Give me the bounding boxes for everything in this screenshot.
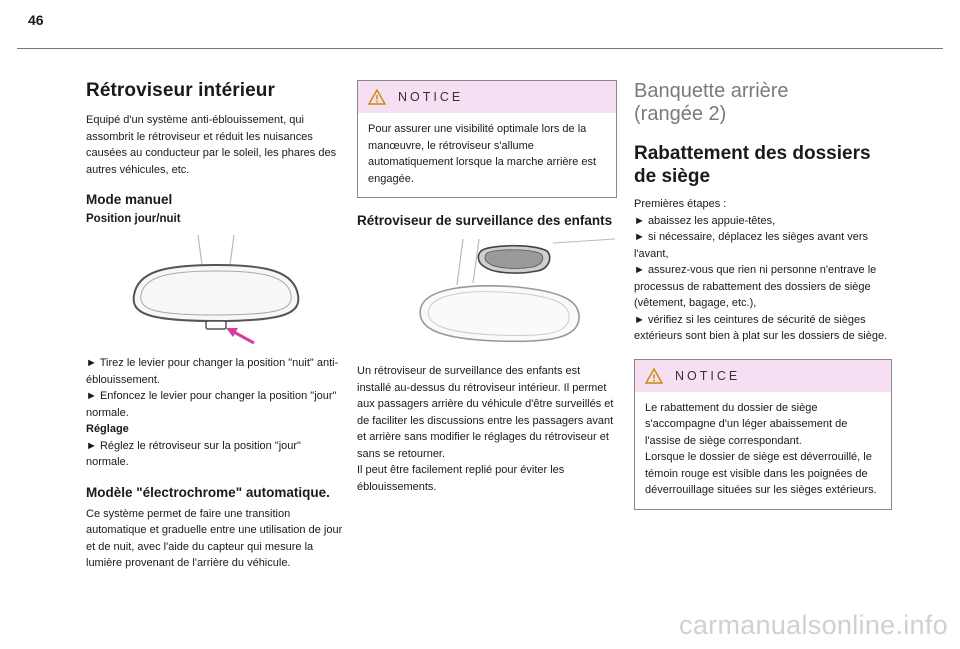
child-mirror-text-2: Il peut être facilement replié pour éviter les éblouissements. [357,464,565,493]
notice-header-2 [635,360,891,392]
mirror-figure [86,233,346,351]
notice-title: NOTICE [398,90,464,104]
column-rear-bench [634,80,892,520]
column-notice-child-mirror [357,80,617,495]
section-title-line-2: (rangée 2) [634,103,727,125]
notice-text: Pour assurer une visibilité optimale lors de la manœuvre, le rétroviseur s'allume automatiquement lorsque la marche arrière est engagée. [368,123,597,185]
column-interior-mirror [86,80,346,572]
top-rule [17,48,943,49]
step-push-lever: ► Enfoncez le levier pour changer la position "jour" normale. [86,390,337,419]
step-lower-headrests: ► abaissez les appuie-têtes, [634,214,776,227]
child-mirror-heading: Rétroviseur de surveillance des enfants [357,213,613,228]
section-title [634,80,892,126]
notice-box-2 [634,359,892,510]
notice-box [357,80,617,198]
step-check-belts: ► vérifiez si les ceintures de sécurité de sièges extérieurs sont bien à plat sur les dossiers de siège. [634,313,888,342]
reglage-label: Réglage [86,423,129,435]
pink-arrow-icon [226,328,254,343]
warning-triangle-icon [645,368,663,384]
auto-mode-heading: Modèle "électrochrome" automatique. [86,484,330,500]
position-label: Position jour/nuit [86,213,181,225]
warning-triangle-icon [368,89,386,105]
notice-header [358,81,616,113]
step-pull-lever: ► Tirez le levier pour changer la position "nuit" anti-éblouissement. [86,357,339,386]
manual-mode-heading: Mode manuel [86,192,173,207]
steps-intro: Premières étapes : [634,198,727,210]
rearview-mirror-illustration [86,233,346,351]
child-mirror-figure [357,237,617,359]
notice-text-2b: Lorsque le dossier de siège est déverrouillé, le témoin rouge est visible dans les poignées de déverrouillage situées sur les sièges extérieurs. [645,451,877,496]
watermark: carmanualsonline.info [679,610,948,640]
folding-heading-line-1: Rabattement des dossiers [634,143,871,164]
notice-title-2: NOTICE [675,368,741,383]
auto-mode-text: Ce système permet de faire une transition automatique et graduelle entre une utilisation de jour et de nuit, avec l'aide du capteur qui mesure la lumière provenant de l'arrière du véhicule. [86,507,343,569]
notice-text-2a: Le rabattement du dossier de siège s'accompagne d'un léger abaissement de l'assise de siège correspondant. [645,401,848,447]
step-check-obstacles: ► assurez-vous que rien ni personne n'entrave le processus de rabattement des dossiers de siège (vêtement, bagage, etc.), [634,264,877,309]
folding-heading [634,142,892,188]
child-mirror-text: Un rétroviseur de surveillance des enfants est installé au-dessus du rétroviseur intérieur. Il permet aux passagers arrière du véhicule d'être surveillés et de faciliter les discussions entre les passagers avant et arrière sans modifier le réglages du rétroviseur et sans se retourner. [357,365,614,460]
page-number: 46 [28,12,44,28]
child-mirror-illustration [357,237,617,359]
folding-heading-line-2: de siège [634,166,711,187]
page-title: Rétroviseur intérieur [86,80,275,101]
section-title-line-1: Banquette arrière [634,80,789,102]
step-move-front-seats: ► si nécessaire, déplacez les sièges avant vers l'avant, [634,231,869,260]
intro-text: Equipé d'un système anti-éblouissement, qui assombrit le rétroviseur et réduit les nuisances causées au conducteur par le soleil, les phares des autres véhicules, etc. [86,114,337,176]
step-adjust: ► Réglez le rétroviseur sur la position "jour" normale. [86,439,301,468]
